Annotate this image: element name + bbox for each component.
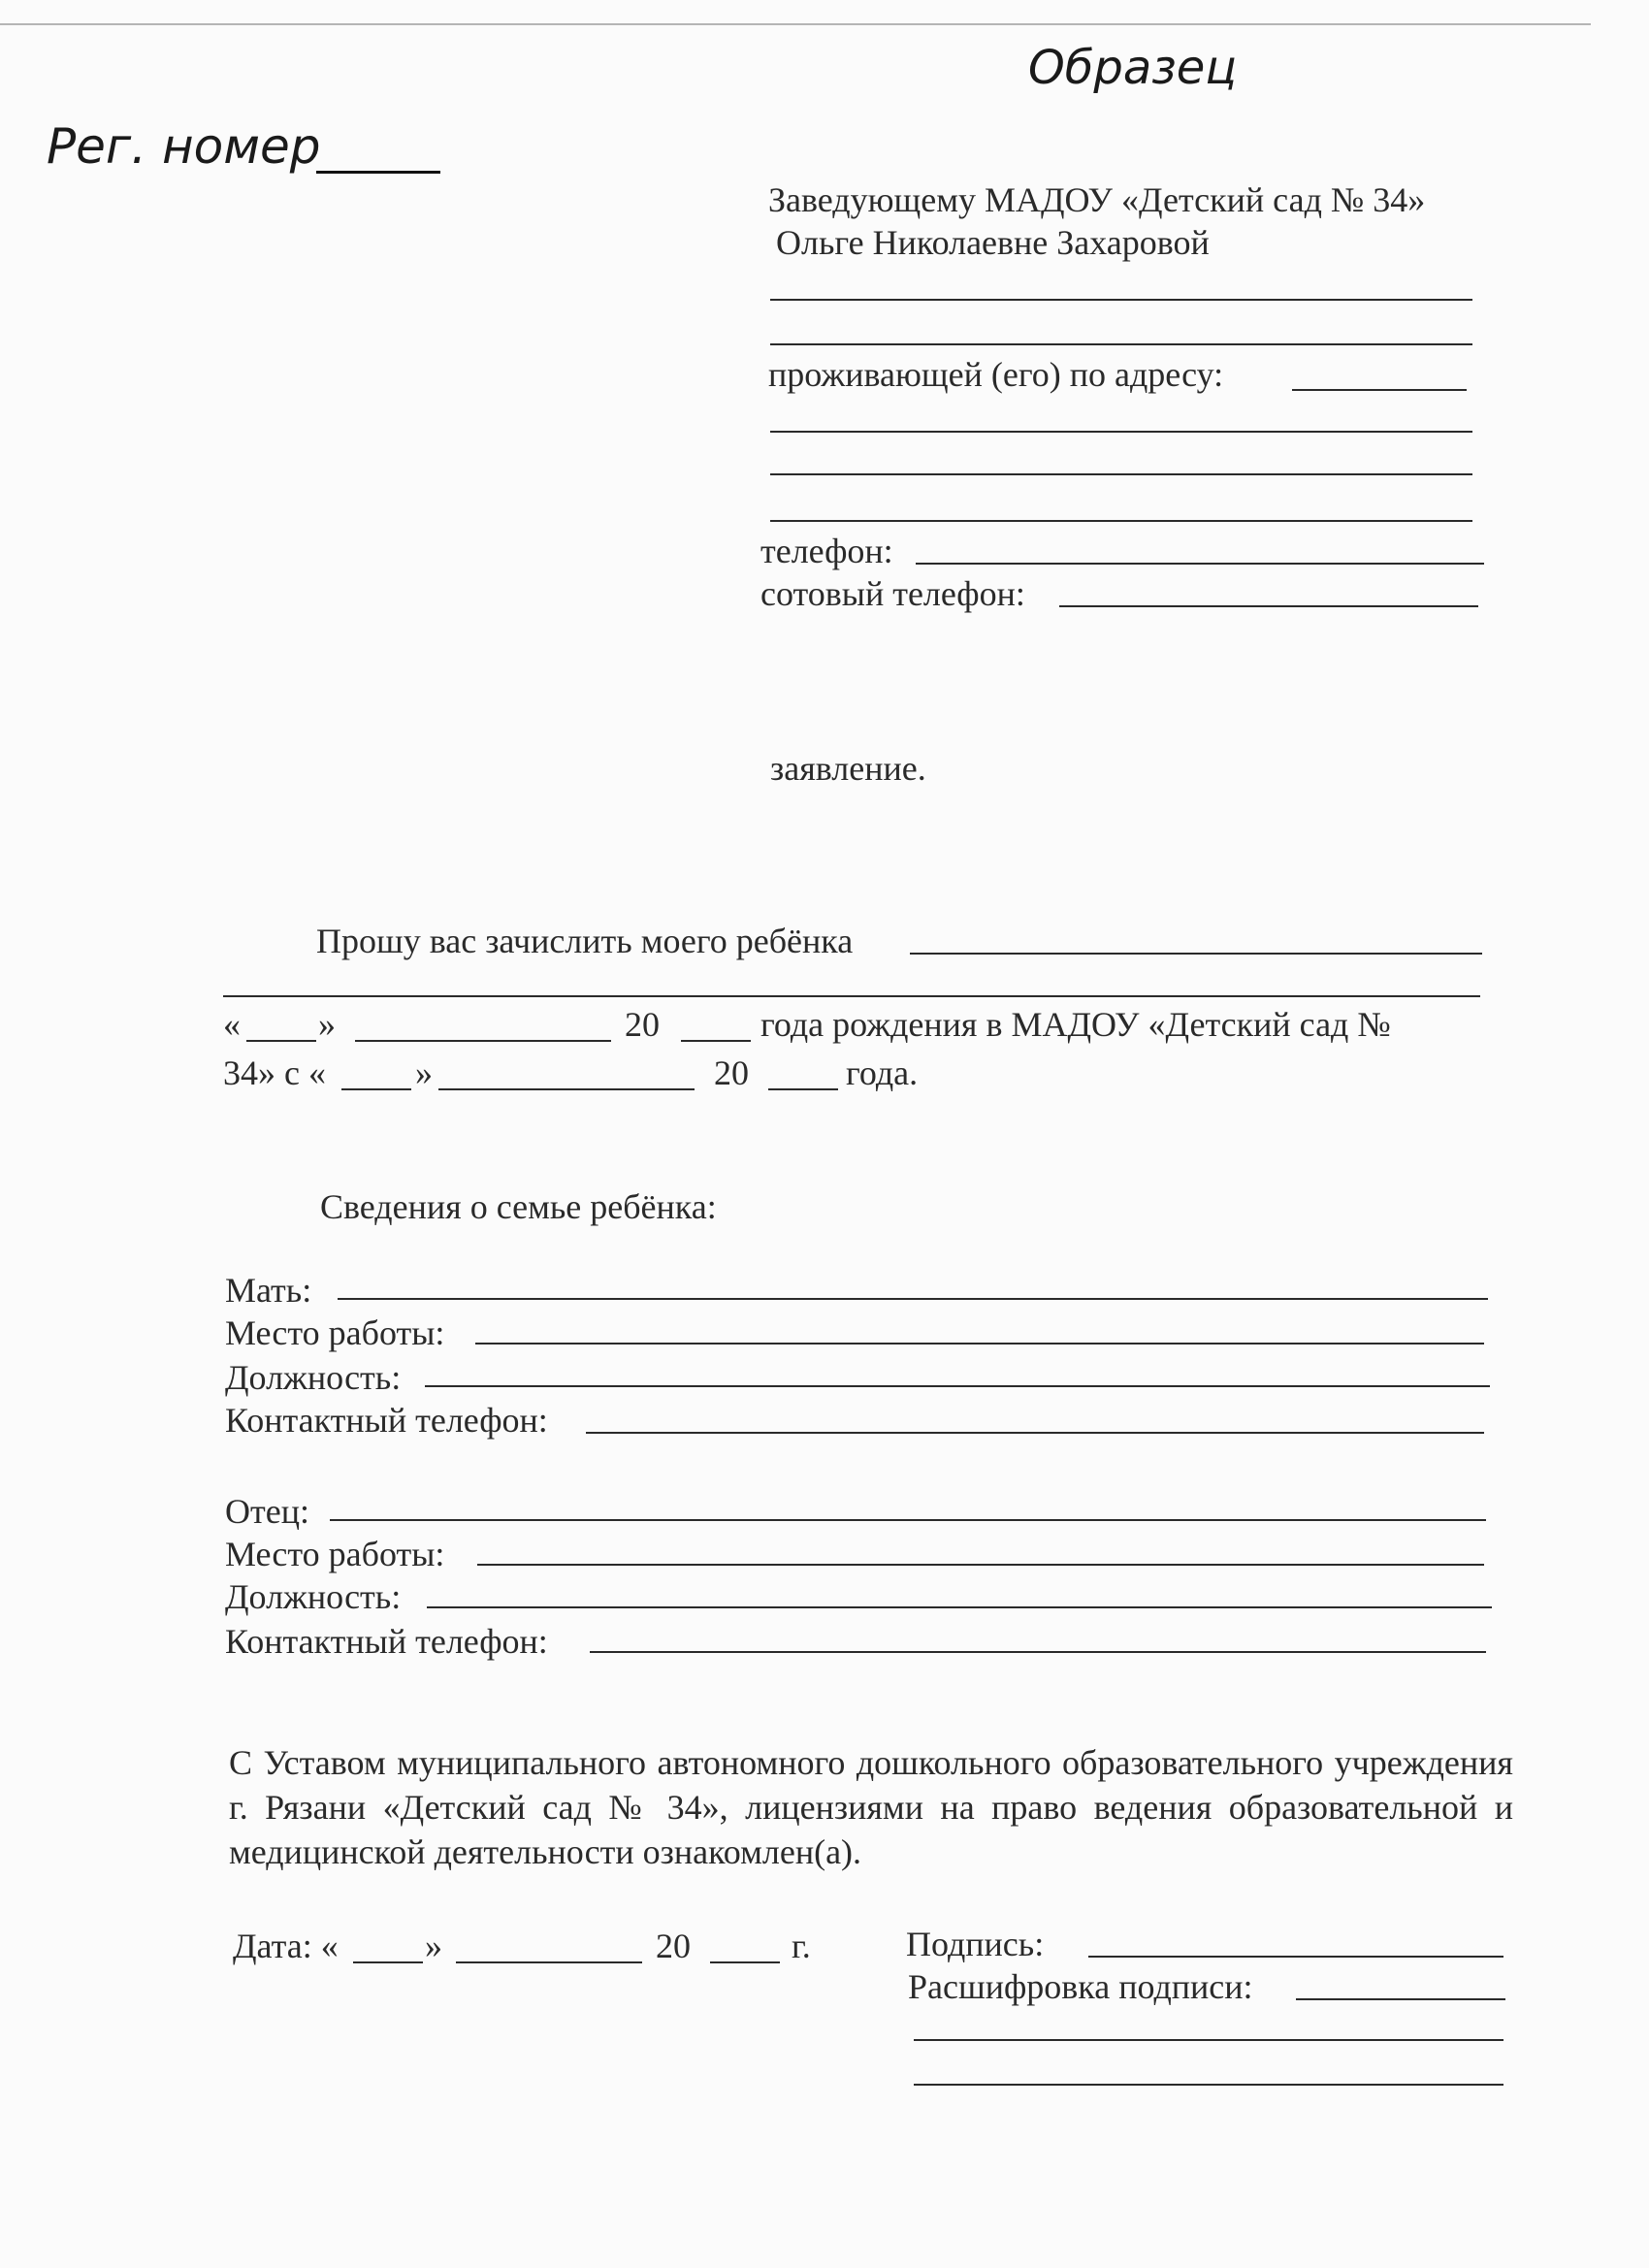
reg-number-line[interactable] xyxy=(316,171,440,174)
start-year-line[interactable] xyxy=(768,1088,838,1090)
birth-year-line[interactable] xyxy=(681,1040,751,1042)
date-year-suffix: г. xyxy=(792,1927,811,1965)
mother-work-label: Место работы: xyxy=(225,1313,445,1352)
father-work-line[interactable] xyxy=(477,1564,1484,1566)
mother-name-line[interactable] xyxy=(338,1298,1488,1300)
mobile-phone-label: сотовый телефон: xyxy=(760,574,1025,613)
father-name-label: Отец: xyxy=(225,1492,309,1531)
start-day-line[interactable] xyxy=(341,1088,411,1090)
date-close-quote: » xyxy=(425,1927,442,1965)
start-year-prefix: 20 xyxy=(714,1053,749,1092)
father-work-label: Место работы: xyxy=(225,1535,445,1573)
birth-day-line[interactable] xyxy=(246,1040,316,1042)
father-phone-line[interactable] xyxy=(590,1651,1486,1653)
birth-month-line[interactable] xyxy=(355,1040,611,1042)
date-year-line[interactable] xyxy=(710,1961,780,1963)
document-title: заявление. xyxy=(770,749,926,788)
child-name-line-1[interactable] xyxy=(910,953,1482,955)
family-heading: Сведения о семье ребёнка: xyxy=(320,1187,717,1226)
sample-stamp: Образец xyxy=(1028,41,1237,95)
mobile-phone-line[interactable] xyxy=(1059,605,1478,607)
addressee-line-2: Ольге Николаевне Захаровой xyxy=(776,223,1210,262)
mother-phone-label: Контактный телефон: xyxy=(225,1401,548,1440)
addressee-line-1: Заведующему МАДОУ «Детский сад № 34» xyxy=(768,180,1426,219)
mother-work-line[interactable] xyxy=(475,1343,1484,1345)
date-month-line[interactable] xyxy=(456,1961,642,1963)
acknowledgement-paragraph: С Уставом муниципального автономного дошкольного образовательного учреждения г. Рязани «Детский сад № 34», лицензиями на право ведения образовательной и медицинской деятельности ознакомлен(а). xyxy=(229,1743,1513,1871)
reg-number-label: Рег. номер xyxy=(47,118,321,175)
page-top-edge xyxy=(0,23,1591,25)
signature-decode-line-1[interactable] xyxy=(1296,1998,1505,2000)
address-line-3[interactable] xyxy=(770,473,1472,475)
address-line-4[interactable] xyxy=(770,520,1472,522)
father-phone-label: Контактный телефон: xyxy=(225,1622,548,1661)
applicant-name-line-2[interactable] xyxy=(770,343,1472,345)
phone-label: телефон: xyxy=(760,532,893,570)
father-position-label: Должность: xyxy=(225,1577,402,1616)
mother-position-label: Должность: xyxy=(225,1358,402,1397)
birth-date-close-quote: » xyxy=(318,1005,336,1044)
start-date-close-quote: » xyxy=(415,1053,433,1092)
birth-date-open-quote: « xyxy=(223,1005,241,1044)
mother-name-label: Мать: xyxy=(225,1271,312,1310)
mother-phone-line[interactable] xyxy=(586,1432,1484,1434)
request-line-1: Прошу вас зачислить моего ребёнка xyxy=(316,922,854,960)
start-month-line[interactable] xyxy=(438,1088,695,1090)
birth-year-tail: года рождения в МАДОУ «Детский сад № xyxy=(760,1005,1391,1044)
applicant-name-line-1[interactable] xyxy=(770,299,1472,301)
signature-decode-line-3[interactable] xyxy=(914,2084,1504,2086)
address-label: проживающей (его) по адресу: xyxy=(768,355,1224,394)
date-year-prefix: 20 xyxy=(656,1927,691,1965)
mother-position-line[interactable] xyxy=(425,1385,1490,1387)
signature-decode-line-2[interactable] xyxy=(914,2039,1504,2041)
date-day-line[interactable] xyxy=(353,1961,423,1963)
date-label: Дата: « xyxy=(233,1927,339,1965)
father-name-line[interactable] xyxy=(330,1519,1486,1521)
signature-line[interactable] xyxy=(1088,1956,1504,1958)
signature-label: Подпись: xyxy=(906,1925,1045,1963)
address-line-2[interactable] xyxy=(770,431,1472,433)
start-date-end: года. xyxy=(846,1053,919,1092)
father-position-line[interactable] xyxy=(427,1606,1492,1608)
birth-year-prefix: 20 xyxy=(625,1005,660,1044)
child-name-line-2[interactable] xyxy=(223,995,1480,997)
address-line-1[interactable] xyxy=(1292,389,1467,391)
start-date-prefix: 34» с « xyxy=(223,1053,326,1092)
signature-decode-label: Расшифровка подписи: xyxy=(908,1967,1253,2006)
phone-line[interactable] xyxy=(916,563,1484,565)
